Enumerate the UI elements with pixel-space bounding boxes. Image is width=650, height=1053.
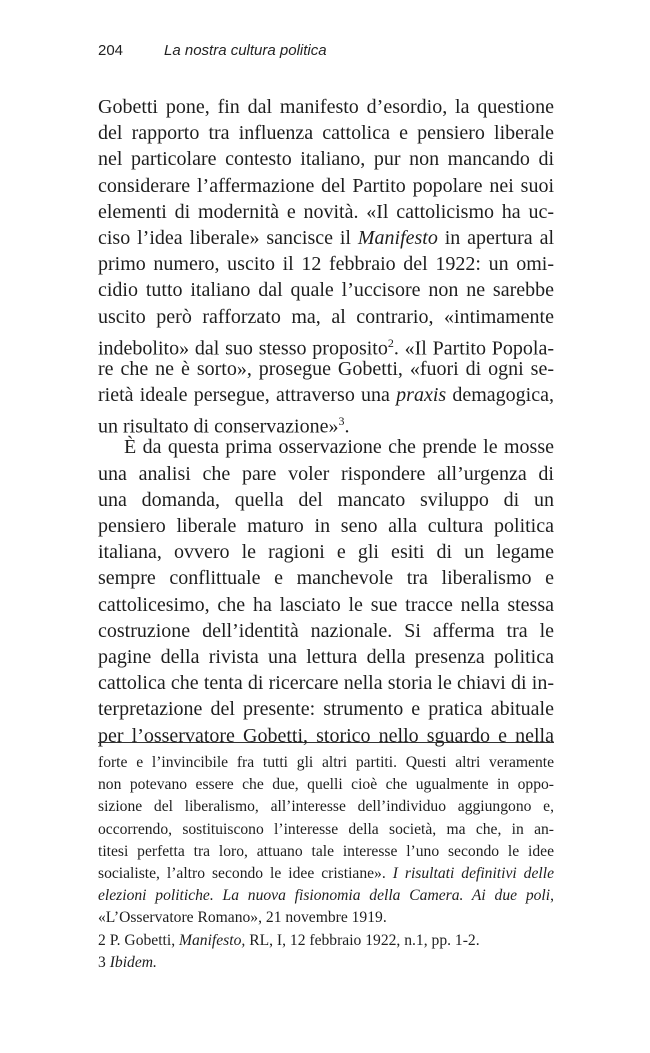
text-run: 3 xyxy=(98,953,110,971)
italic-title: Manifesto, xyxy=(179,931,246,949)
text-run: ciso l’idea liberale» sancisce il xyxy=(98,226,358,249)
text-run: demagogica, xyxy=(446,384,554,407)
text-line xyxy=(98,408,554,438)
text-line: nel particolare contesto italiano, pur non mancando di xyxy=(98,148,554,171)
text-line: primo numero, uscito il 12 febbraio del 1922: un omi- xyxy=(98,253,554,276)
text-line: cattolicesimo, che ha lasciato le sue tracce nella stessa xyxy=(98,593,554,616)
text-line: del rapporto tra influenza cattolica e pensiero liberale xyxy=(98,122,554,145)
text-run: , xyxy=(550,887,554,905)
footnotes xyxy=(98,752,554,974)
footnote-2 xyxy=(98,930,554,952)
text-line: sempre conflittuale e manchevole tra liberalismo e xyxy=(98,567,554,590)
italic-title: elezioni politiche. La nuova fisionomia della Camera. Ai due poli xyxy=(98,887,551,905)
text-run: un risultato di conservazione» xyxy=(98,415,339,438)
text-run: . xyxy=(344,415,350,438)
text-run: RL, I, 12 febbraio 1922, n.1, pp. 1-2. xyxy=(245,931,480,949)
text-line: re che ne è sorto», prosegue Gobetti, «fuori di ogni se- xyxy=(98,357,554,380)
text-line: pagine della rivista una lettura della presenza politica xyxy=(98,645,554,668)
page-number: 204 xyxy=(98,42,124,59)
text-line: costruzione dell’identità nazionale. Si afferma tra le xyxy=(98,619,554,642)
text-run: in apertura al xyxy=(437,226,554,249)
italic-ibidem: Ibidem. xyxy=(109,953,157,971)
footnote-line xyxy=(98,863,554,885)
footnote-line: «L’Osservatore Romano», 21 novembre 1919. xyxy=(98,909,387,927)
text-line: uscito però rafforzato ma, al contrario, «intimamente xyxy=(98,305,554,328)
text-line xyxy=(98,330,554,360)
footnote-line: non potevano essere che due, quelli cioè che ugualmente in oppo- xyxy=(98,776,554,794)
text-run: rietà ideale persegue, attraverso una xyxy=(98,384,397,407)
text-line: È da questa prima osservazione che prende le mosse xyxy=(124,436,554,459)
italic-title: I risultati definitivi delle xyxy=(392,864,554,882)
footnote-line: sizione del liberalismo, all’interesse dell’individuo aggiungono e, xyxy=(98,798,554,816)
footnote-ref[interactable]: 2 xyxy=(387,335,394,350)
text-line: cattolica che tenta di ricercare nella storia le chiavi di in- xyxy=(98,672,554,695)
text-run: indebolito» dal suo stesso proposito xyxy=(98,337,388,360)
running-header xyxy=(98,42,327,59)
text-run: socialiste, l’altro secondo le idee cristiane». xyxy=(98,864,393,882)
text-run: 2 P. Gobetti, xyxy=(98,931,180,949)
text-line: pensiero liberale maturo in seno alla cultura politica xyxy=(98,515,554,537)
text-line: cidio tutto italiano dal quale l’uccisore non ne sarebbe xyxy=(98,279,554,302)
text-line: Gobetti pone, fin dal manifesto d’esordio, la questione xyxy=(98,96,554,118)
footnote-line xyxy=(98,885,554,907)
text-line: una domanda, quella del mancato sviluppo di un xyxy=(98,488,554,511)
running-title: La nostra cultura politica xyxy=(164,42,327,59)
text-line xyxy=(98,225,554,251)
text-line: terpretazione del presente: strumento e pratica abituale xyxy=(98,698,554,721)
text-run: . «Il Partito Popola- xyxy=(393,337,554,360)
footnote-ref[interactable]: 3 xyxy=(338,414,345,429)
main-text xyxy=(98,94,554,749)
footnote-line: occorrendo, sostituiscono l’interesse della società, ma che, in an- xyxy=(98,820,554,838)
footnote-3 xyxy=(98,952,554,974)
text-line: elementi di modernità e novità. «Il cattolicismo ha uc- xyxy=(98,200,554,223)
italic-title: Manifesto xyxy=(357,226,438,249)
text-line: italiana, ovvero le ragioni e gli esiti di un legame xyxy=(98,541,554,564)
text-line: per l’osservatore Gobetti, storico nello sguardo e nella xyxy=(98,724,554,747)
text-line: una analisi che pare voler rispondere all’urgenza di xyxy=(98,462,554,485)
text-line: considerare l’affermazione del Partito popolare nei suoi xyxy=(98,174,554,197)
italic-term: praxis xyxy=(396,384,447,407)
footnote-separator xyxy=(98,742,554,743)
text-line xyxy=(98,382,554,408)
footnote-line: forte e l’invincibile fra tutti gli altri partiti. Questi altri veramente xyxy=(98,754,554,771)
footnote-line: titesi perfetta tra loro, attuano tale interesse l’uno secondo le idee xyxy=(98,842,554,860)
